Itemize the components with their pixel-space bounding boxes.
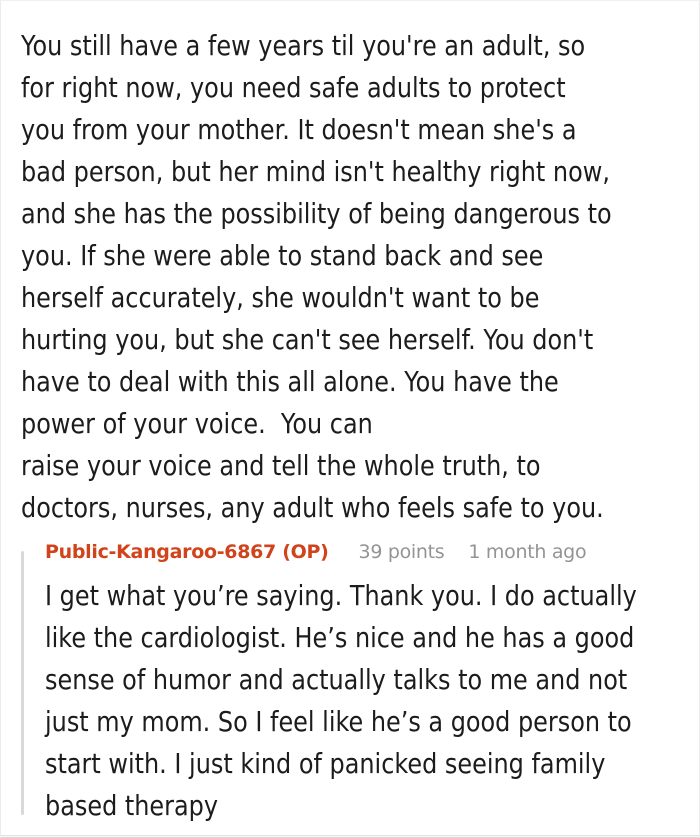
reply-comment (21, 529, 699, 827)
reply-comment-header (45, 529, 699, 575)
comment-text-line: you from your mother. It doesn't mean she's a (21, 113, 577, 146)
comment-text-line: You still have a few years til you're an adult, so (21, 29, 586, 62)
comment-text-line: sense of humor and actually talks to me and not (45, 663, 628, 696)
reply-timestamp: 1 month ago (468, 541, 587, 563)
comment-text-line: I get what you’re saying. Thank you. I do actually (45, 579, 637, 612)
comment-text-line: bad person, but her mind isn't healthy right now, (21, 155, 610, 188)
comment-text-line: start with. I just kind of panicked seeing family (45, 747, 606, 780)
reply-comment-body (45, 575, 699, 827)
comment-text-line: you. If she were able to stand back and see (21, 239, 544, 272)
reply-points-count: 39 points (358, 541, 445, 563)
comment-text-line: doctors, nurses, any adult who feels safe to you. (21, 491, 604, 524)
comment-text-line: have to deal with this all alone. You have the (21, 365, 559, 398)
comment-text-line: hurting you, but she can't see herself. You don't (21, 323, 594, 356)
comment-thread-indent-line (21, 551, 24, 815)
comment-text-line: herself accurately, she wouldn't want to be (21, 281, 540, 314)
reply-comment-content (21, 529, 699, 827)
comment-text-line: and she has the possibility of being dangerous to (21, 197, 612, 230)
comment-text-line: raise your voice and tell the whole truth, to (21, 449, 541, 482)
reply-author-username[interactable]: Public-Kangaroo-6867 (OP) (45, 541, 329, 563)
comment-text-line: like the cardiologist. He’s nice and he has a good (45, 621, 635, 654)
comment-text-line: for right now, you need safe adults to protect (21, 71, 566, 104)
top-comment-body (21, 25, 699, 529)
comment-text-line: just my mom. So I feel like he’s a good person to (45, 705, 632, 738)
comment-text-line: based therapy (45, 789, 219, 822)
comment-thread (1, 1, 699, 827)
comment-text-line: power of your voice. You can (21, 407, 373, 440)
